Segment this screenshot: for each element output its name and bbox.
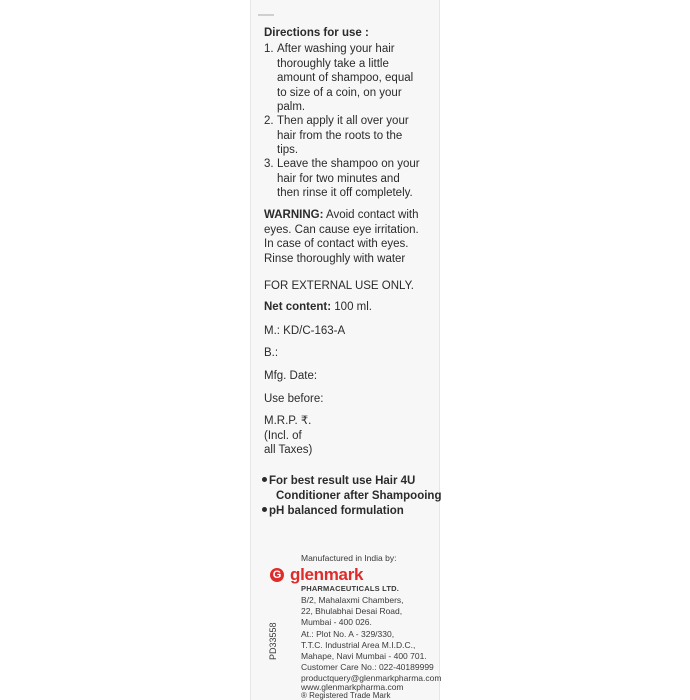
manufacturer-intro: Manufactured in India by:	[301, 553, 397, 563]
step-line: Then apply it all over your	[277, 115, 409, 127]
mfg-date: Mfg. Date:	[264, 370, 318, 382]
step-line: hair for two minutes and	[277, 172, 400, 185]
step-line: tips.	[277, 144, 299, 156]
feature-bullet	[262, 504, 404, 519]
mrp-line: (Incl. of	[264, 429, 302, 442]
trademark-note: ® Registered Trade Mark	[301, 691, 391, 700]
mrp-line: M.R.P. ₹.	[264, 415, 312, 427]
fold-mark	[258, 14, 274, 16]
use-before: Use before:	[264, 393, 324, 405]
warning-line	[264, 208, 418, 223]
address-line: Mahape, Navi Mumbai - 400 701.	[301, 651, 427, 661]
step-number: 2.	[264, 115, 274, 127]
step-line: After washing your hair	[277, 43, 395, 55]
warning-line: Rinse thoroughly with water	[264, 252, 406, 265]
brand-name: glenmark	[290, 565, 364, 584]
address-line: B/2, Mahalaxmi Chambers,	[301, 595, 404, 605]
step-line: palm.	[277, 101, 306, 113]
external-use-notice: FOR EXTERNAL USE ONLY.	[264, 280, 414, 292]
customer-care: Customer Care No.: 022-40189999	[301, 662, 434, 672]
step-line: Leave the shampoo on your	[277, 158, 420, 170]
warning-label: WARNING:	[264, 209, 324, 221]
batch-number: B.:	[264, 347, 279, 359]
bullet-dot	[262, 507, 267, 512]
glenmark-logo-icon: G	[270, 568, 284, 582]
step-line: amount of shampoo, equal	[277, 72, 414, 84]
bullet-dot	[262, 477, 267, 482]
step-line: hair from the roots to the	[277, 129, 403, 142]
step-line: to size of a coin, on your	[277, 86, 402, 99]
feature-bullet	[262, 474, 415, 489]
website: www.glenmarkpharma.com	[301, 682, 404, 692]
directions-heading: Directions for use :	[264, 27, 369, 39]
feature-bullet-cont: Conditioner after Shampooing	[276, 489, 442, 502]
step-number: 3.	[264, 158, 274, 170]
warning-text: Avoid contact with	[323, 209, 419, 221]
product-code: PD33558	[268, 622, 278, 660]
address-line: At.: Plot No. A - 329/330,	[301, 629, 395, 639]
bullet-text: For best result use Hair 4U	[269, 475, 416, 487]
bullet-text: pH balanced formulation	[269, 505, 404, 517]
step-number: 1.	[264, 43, 274, 55]
license-number: M.: KD/C-163-A	[264, 325, 346, 337]
step-line: then rinse it off completely.	[277, 187, 413, 199]
address-line: Mumbai - 400 026.	[301, 617, 372, 627]
net-content	[264, 300, 372, 315]
step-line: thoroughly take a little	[277, 57, 389, 70]
contact-email: productquery@glenmarkpharma.com	[301, 673, 442, 683]
net-content-value: 100 ml.	[331, 301, 373, 313]
address-line: 22, Bhulabhai Desai Road,	[301, 606, 403, 616]
company-name: PHARMACEUTICALS LTD.	[301, 584, 400, 593]
warning-line: In case of contact with eyes.	[264, 238, 409, 250]
mrp-line: all Taxes)	[264, 444, 313, 456]
warning-line: eyes. Can cause eye irritation.	[264, 223, 419, 236]
address-line: T.T.C. Industrial Area M.I.D.C.,	[301, 640, 416, 650]
net-content-label: Net content:	[264, 301, 332, 313]
